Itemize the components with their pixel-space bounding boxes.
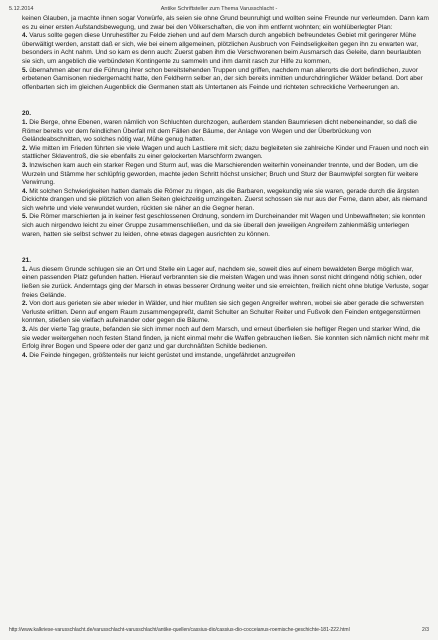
paragraph-number: 4. (22, 32, 28, 40)
section-heading: 20. (22, 110, 32, 118)
paragraph (22, 119, 430, 145)
paragraph-number: 2. (22, 144, 28, 152)
paragraph (22, 188, 430, 214)
paragraph (22, 162, 430, 188)
paragraph-number: 2. (22, 300, 28, 308)
paragraph (22, 67, 430, 93)
paragraph (22, 266, 430, 300)
page-number: 2/3 (422, 627, 429, 633)
paragraph-text: Die Berge, ohne Ebenen, waren nämlich von Schluchten durchzogen, außerdem standen Baumriesen dicht nebeneinander, so daß die Römer bereits vor dem feindlichen Überfall mit dem Fällen der Bäume, der Anlage von Wegen und der Überbrückung von Geländeabschnitten, wo solches nötig war, Mühe genug hatten. (22, 118, 417, 144)
paragraph (22, 145, 430, 162)
paragraph-text: Mit solchen Schwierigkeiten hatten damals die Römer zu ringen, als die Barbaren, wegekundig wie sie waren, gerade durch die ärgsten Dickichte drangen und sie plötzlich von allen Seiten gleichzeitig umzingelten. Zuerst schossen sie nur aus der Ferne, dann aber, als niemand sich wehrte und viele verwundet wurden, rückten sie näher an die Gegner heran. (22, 187, 428, 212)
document-body (22, 15, 430, 360)
paragraph-text: Varus sollte gegen diese Unruhestifter zu Felde ziehen und auf dem Marsch durch angeblich befreundetes Gebiet mit geringerer Mühe überwältigt werden, anstatt daß er sich, wie bei einem allgemeinen, plötzlichen Ausbruch von Feindseligkeiten gegen ihn zu erwarten war, besonders in Acht nahm. Und so kam es denn auch: Zuerst gaben ihm die Verschworenen beim Ausmarsch das Geleite, dann beurlaubten sie sich, um angeblich die verbündeten Kontingente zu sammeln und ihm damit rasch zur Hilfe zu kommen, (22, 32, 421, 65)
print-date: 5.12.2014 (9, 6, 34, 12)
paragraph (22, 32, 430, 66)
paragraph-number: 1. (22, 118, 28, 126)
page-footer (9, 625, 429, 635)
paragraph (22, 326, 430, 352)
paragraph-number: 4. (22, 187, 28, 195)
paragraph (22, 213, 430, 239)
section-heading: 21. (22, 257, 32, 265)
paragraph-text: Die Römer marschierten ja in keiner fest geschlossenen Ordnung, sondern im Durcheinander mit Wagen und Unbewaffneten; sie konnten sich auch nirgendwo leicht zu einer Gruppe zusammenschließen, und da sie überall den jeweiligen Angreifern zahlenmäßig unterlegen waren, hatten sie selbst schwer zu leiden, ohne etwas dagegen ausrichten zu können. (22, 213, 426, 238)
paragraph-number: 3. (22, 161, 28, 169)
page-title: Antike Schriftsteller zum Thema Varusschlacht - (160, 6, 278, 12)
paragraph-number: 1. (22, 265, 28, 273)
paragraph-number: 5. (22, 66, 28, 74)
page-header (9, 4, 429, 14)
paragraph-text: Wie mitten im Frieden führten sie viele Wagen und auch Lasttiere mit sich; dazu begleiteten sie zahlreiche Kinder und Frauen und noch ein stattlicher Sklaventroß, die sie ebenfalls zu einer gelockerten Marschform zwangen. (22, 144, 429, 161)
paragraph-text: Inzwischen kam auch ein starker Regen und Sturm auf, was die Marschierenden weiterhin voneinander trennte, und der Boden, um die Wurzeln und Stämme her schlüpfrig geworden, machte jeden Schritt höchst unsicher; Bruch und Sturz der Baumwipfel sorgten für weitere Verwirrung. (22, 161, 419, 187)
paragraph (22, 300, 430, 326)
paragraph-text: Die Feinde hingegen, größtenteils nur leicht gerüstet und imstande, ungefährdet anzugreifen (29, 351, 296, 359)
paragraph-number: 3. (22, 326, 28, 333)
paragraph-text: übernahmen aber nur die Führung ihrer schon bereitstehenden Truppen und griffen, nachdem man allerorts die dort befindlichen, zuvor erbetenen Garnisonen niedergemacht hatte, den Feldherrn selber an, der sich bereits inmitten undurchdringlicher Wälder befand. Dort aber offenbarten sich im gleichen Augenblick die Germanen statt als Untertanen als Feinde und richteten schreckliche Verheerungen an. (22, 66, 423, 91)
paragraph-text: Als der vierte Tag graute, befanden sie sich immer noch auf dem Marsch, und erneut überfielen sie heftiger Regen und starker Wind, die sie weder weitergehen noch festen Stand finden, ja nicht einmal mehr die Waffen gebrauchen ließen. Sie konnten sich nämlich nicht mehr mit Erfolg ihrer Bogen und Speere oder der ganz und gar durchnäßten Schilde bedienen. (22, 326, 429, 351)
source-url[interactable]: http://www.kalkriese-varusschlacht.de/varusschlacht-varusschlacht/antike-quellen/cassius-dio/cassius-dio-cocceianus-roemische-geschichte-181-222.html (9, 627, 350, 633)
paragraph-text: Aus diesem Grunde schlugen sie an Ort und Stelle ein Lager auf, nachdem sie, soweit dies auf einem bewaldeten Berge möglich war, einen passenden Platz gefunden hatten. Hierauf verbrannten sie die meisten Wagen und was ihnen sonst nicht dringend nötig schien, oder ließen sie zurück. Anderntags ging der Marsch in etwas besserer Ordnung weiter und sie erreichten, freilich nicht ohne blutige Verluste, sogar freies Gelände. (22, 265, 429, 299)
paragraph-number: 4. (22, 351, 28, 359)
paragraph-text: Von dort aus gerieten sie aber wieder in Wälder, und hier mußten sie sich gegen Angreifer wehren, wobei sie aber gerade die schwersten Verluste erlitten. Denn auf engem Raum zusammengepreßt, damit Schulter an Schulter Reiter und Fußvolk den Feinden entgegenstürmen konnten, stießen sie vielfach aufeinander oder gegen die Bäume. (22, 300, 424, 325)
paragraph (22, 352, 430, 361)
intro-paragraph: keinen Glauben, ja machte ihnen sogar Vorwürfe, als seien sie ohne Grund beunruhigt und wollten seine Freunde nur verleumden. Dann kam es zu einer ersten Aufstandsbewegung, und zwar bei den Völkerschaften, die von ihm entfernt wohnten; ein wohlüberlegter Plan: (22, 15, 429, 31)
paragraph-number: 5. (22, 213, 28, 221)
